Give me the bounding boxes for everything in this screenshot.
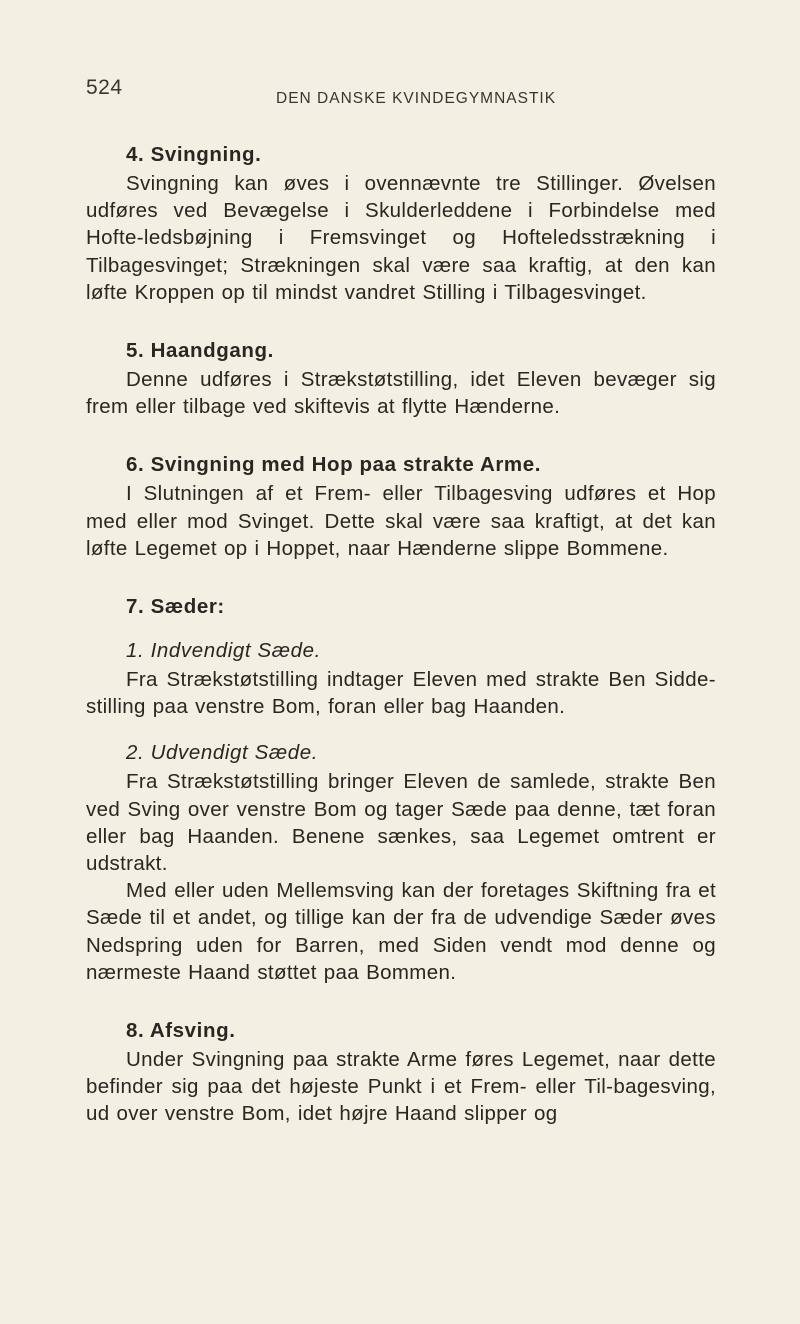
subsection-paragraph: Fra Strækstøtstilling bringer Eleven de samlede, strakte Ben ved Sving over venstre Bom og tager Sæde paa denne, tæt foran eller bag Haanden. Benene sænkes, saa Legemet omtrent er udstrakt. xyxy=(86,770,716,876)
section-heading: 6. Svingning med Hop paa strakte Arme. xyxy=(126,453,542,477)
section-heading: 8. Afsving. xyxy=(126,1019,236,1043)
running-head: DEN DANSKE KVINDEGYMNASTIK xyxy=(276,90,557,107)
section-4 xyxy=(86,140,716,306)
section-paragraph: Svingning kan øves i ovennævnte tre Stillinger. Øvelsen udføres ved Bevægelse i Skulderleddene i Forbindelse med Hofte-ledsbøjning i Fremsvinget og Hofteledsstrækning i Tilbagesvinget; Strækningen skal være saa kraftig, at den kan løfte Kroppen op til mindst vandret Stilling i Tilbagesvinget. xyxy=(86,172,716,304)
section-7 xyxy=(86,592,716,986)
page-body xyxy=(86,140,716,1158)
section-heading: 4. Svingning. xyxy=(126,143,262,166)
section-5 xyxy=(86,336,716,420)
section-paragraph: Under Svingning paa strakte Arme føres Legemet, naar dette befinder sig paa det højeste Punkt i et Frem- eller Til-bagesving, ud over venstre Bom, idet højre Haand slipper og xyxy=(86,1048,716,1126)
subsection-heading: 1. Indvendigt Sæde. xyxy=(126,639,321,663)
subsection-heading: 2. Udvendigt Sæde. xyxy=(126,741,318,765)
section-heading: 7. Sæder: xyxy=(126,595,225,619)
section-paragraph: Denne udføres i Strækstøtstilling, idet Eleven bevæger sig frem eller tilbage ved skiftevis at flytte Hænderne. xyxy=(86,368,716,419)
subsection-paragraph: Med eller uden Mellemsving kan der foretages Skiftning fra et Sæde til et andet, og tillige kan der fra de udvendige Sæder øves Nedspring uden for Barren, med Siden vendt mod denne og nærmeste Haand støttet paa Bommen. xyxy=(86,879,716,984)
page-number: 524 xyxy=(86,76,123,99)
section-6 xyxy=(86,450,716,562)
section-paragraph: I Slutningen af et Frem- eller Tilbagesving udføres et Hop med eller mod Svinget. Dette skal være saa kraftigt, at det kan løfte Legemet op i Hoppet, naar Hænderne slippe Bommene. xyxy=(86,482,716,560)
section-8 xyxy=(86,1016,716,1128)
section-heading: 5. Haandgang. xyxy=(126,339,274,363)
subsection-paragraph: Fra Strækstøtstilling indtager Eleven med strakte Ben Sidde-stilling paa venstre Bom, foran eller bag Haanden. xyxy=(86,668,716,719)
